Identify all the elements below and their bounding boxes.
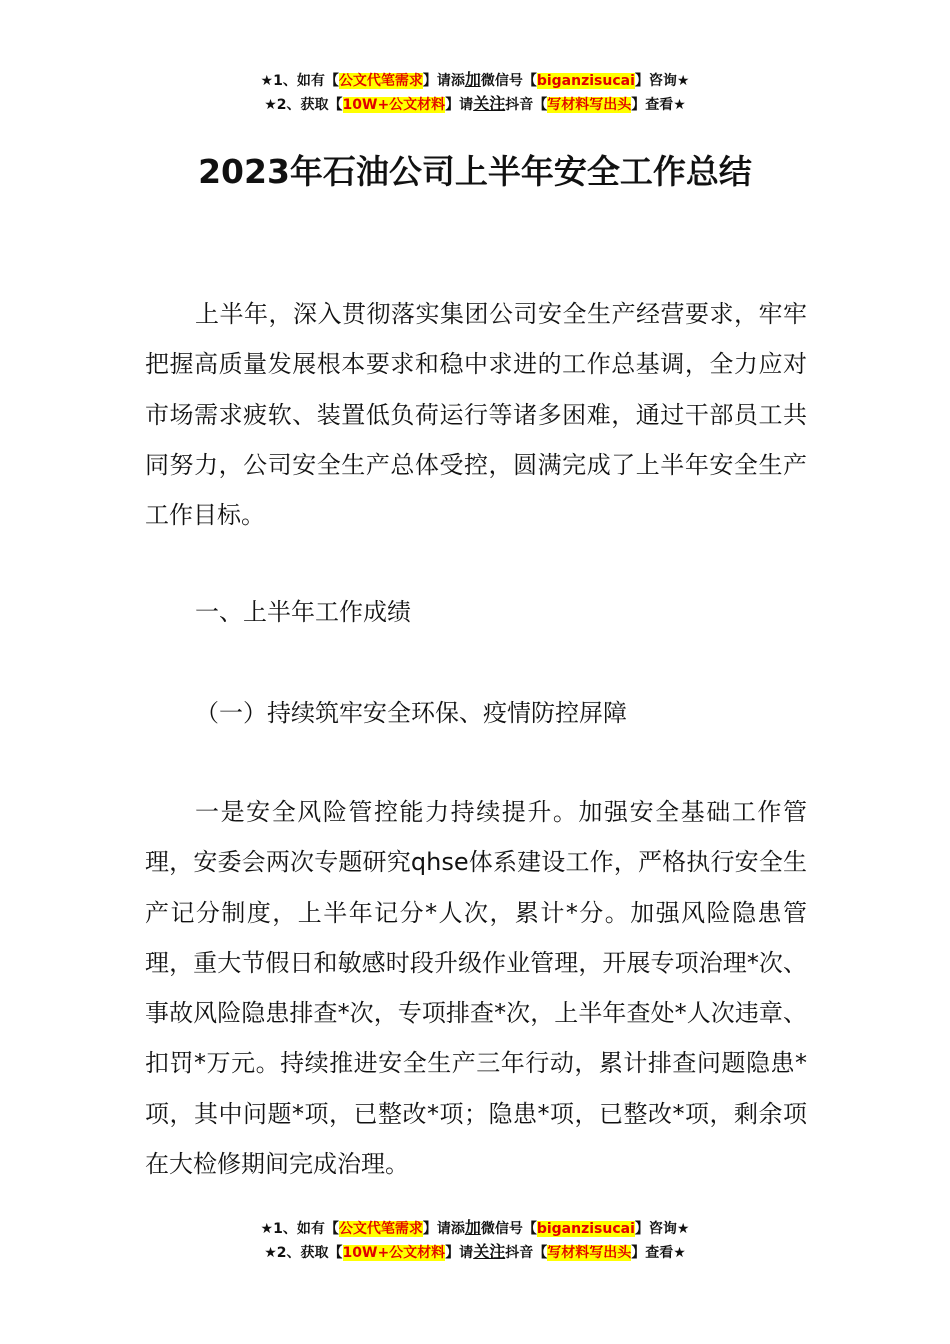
footer-line-1-highlight-wechat-id: biganzisucai bbox=[536, 1221, 635, 1237]
body-paragraph-risk-control: 一是安全风险管控能力持续提升。加强安全基础工作管理，安委会两次专题研究qhse体系建设工作，严格执行安全生产记分制度，上半年记分*人次，累计*分。加强风险隐患管理，重大节假日和敏感时段升级作业管理，开展专项治理*次、事故风险隐患排查*次，专项排查*次，上半年查处*人次违章、扣罚*万元。持续推进安全生产三年行动，累计排查问题隐患*项，其中问题*项，已整改*项；隐患*项，已整改*项，剩余项在大检修期间完成治理。 bbox=[145, 798, 807, 1179]
footer-line-1-mid-2: 微信号【 bbox=[480, 1221, 537, 1237]
banner-line-1-highlight-wechat-id: biganzisucai bbox=[536, 73, 635, 89]
banner-line-1-suffix: 】咨询★ bbox=[634, 73, 690, 89]
banner-line-1-emphasis: 加 bbox=[464, 70, 481, 89]
subsection-heading-safety: （一）持续筑牢安全环保、疫情防控屏障 bbox=[195, 699, 627, 727]
footer-line-2-mid-2: 抖音【 bbox=[505, 1245, 548, 1261]
banner-line-1-prefix: ★1、如有【 bbox=[260, 73, 339, 89]
banner-line-2-highlight-douyin: 写材料写出头 bbox=[547, 97, 632, 113]
intro-paragraph: 上半年，深入贯彻落实集团公司安全生产经营要求，牢牢把握高质量发展根本要求和稳中求进的工作总基调，全力应对市场需求疲软、装置低负荷运行等诸多困难，通过干部员工共同努力，公司安全生产总体受控，圆满完成了上半年安全生产工作目标。 bbox=[145, 300, 807, 530]
footer-line-1-highlight-service: 公文代笔需求 bbox=[338, 1221, 423, 1237]
banner-line-1-mid: 】请添 bbox=[422, 73, 465, 89]
banner-line-2-mid-2: 抖音【 bbox=[505, 97, 548, 113]
section-heading-achievements: 一、上半年工作成绩 bbox=[195, 598, 411, 626]
footer-line-1-prefix: ★1、如有【 bbox=[260, 1221, 339, 1237]
banner-line-2 bbox=[0, 92, 950, 116]
banner-line-2-suffix: 】查看★ bbox=[631, 97, 686, 113]
footer-line-2-prefix: ★2、获取【 bbox=[264, 1245, 343, 1261]
footer-line-2-highlight-douyin: 写材料写出头 bbox=[547, 1245, 632, 1261]
footer-line-2-emphasis: 关注 bbox=[473, 1242, 506, 1261]
footer-banner-line-2 bbox=[0, 1240, 950, 1264]
banner-line-2-emphasis: 关注 bbox=[473, 94, 506, 113]
footer-line-2-highlight-materials: 10W+公文材料 bbox=[342, 1245, 446, 1261]
footer-line-2-mid: 】请 bbox=[445, 1245, 474, 1261]
header-banner bbox=[0, 68, 950, 116]
footer-line-1-mid: 】请添 bbox=[422, 1221, 465, 1237]
banner-line-2-prefix: ★2、获取【 bbox=[264, 97, 343, 113]
footer-line-1-emphasis: 加 bbox=[464, 1218, 481, 1237]
footer-line-2-suffix: 】查看★ bbox=[631, 1245, 686, 1261]
document-title: 2023年石油公司上半年安全工作总结 bbox=[198, 152, 752, 191]
footer-banner bbox=[0, 1216, 950, 1264]
banner-line-2-highlight-materials: 10W+公文材料 bbox=[342, 97, 446, 113]
banner-line-1-highlight-service: 公文代笔需求 bbox=[338, 73, 423, 89]
banner-line-2-mid: 】请 bbox=[445, 97, 474, 113]
banner-line-1 bbox=[0, 68, 950, 92]
banner-line-1-mid-2: 微信号【 bbox=[480, 73, 537, 89]
footer-line-1-suffix: 】咨询★ bbox=[634, 1221, 690, 1237]
footer-banner-line-1 bbox=[0, 1216, 950, 1240]
